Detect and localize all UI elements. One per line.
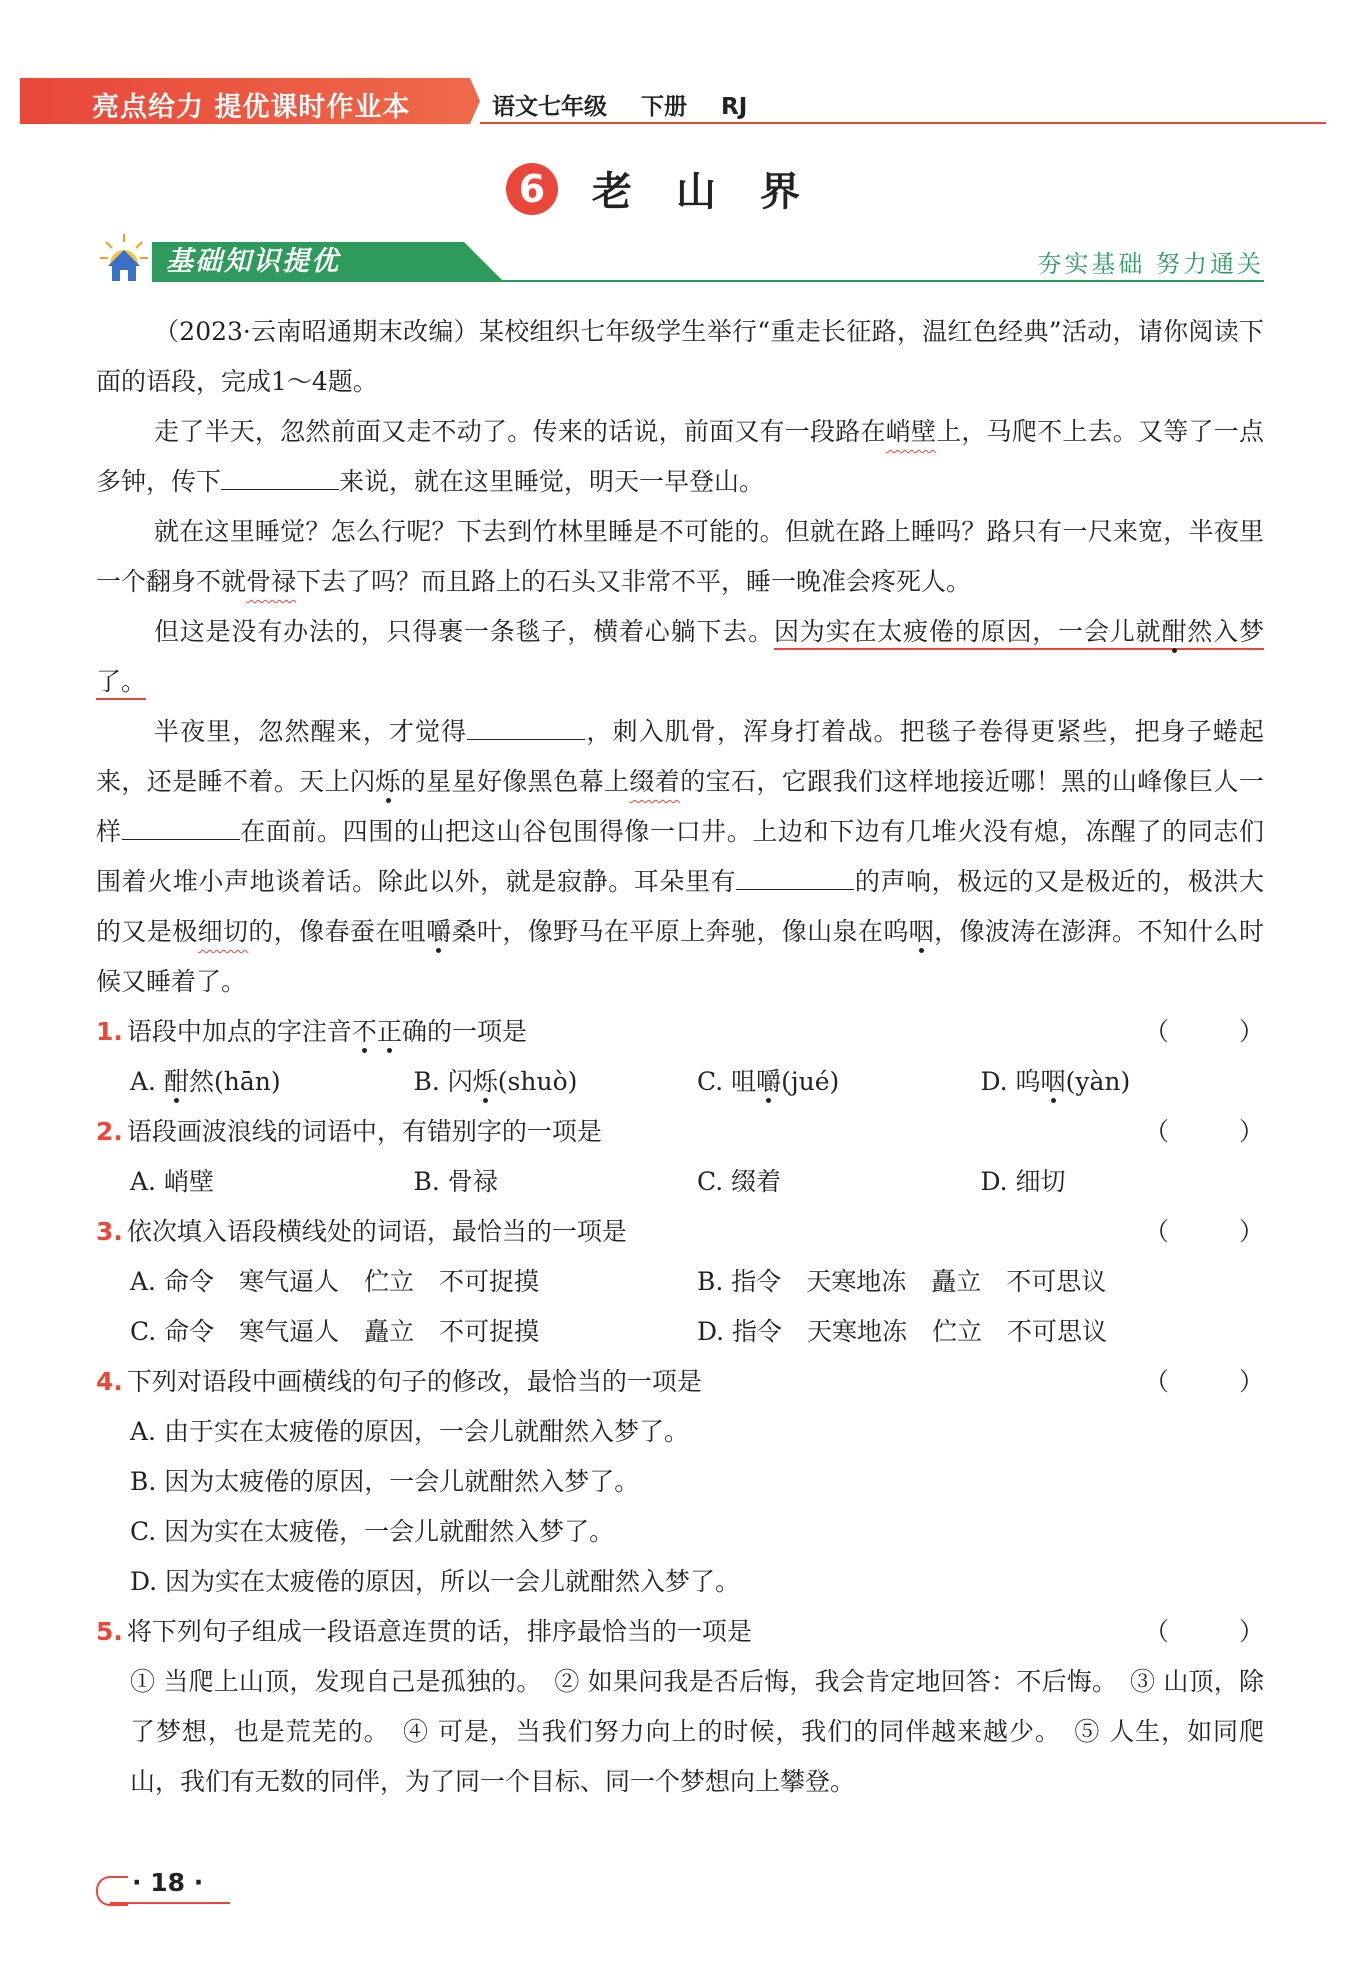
answer-parentheses[interactable]: （） (1143, 1367, 1264, 1396)
intro-paragraph: （2023·云南昭通期末改编）某校组织七年级学生举行“重走长征路，温红色经典”活动，请你阅读下面的语段，完成1～4题。 (96, 317, 1264, 396)
underlined-sentence: 因为实在太疲倦的原因，一会儿就酣然入梦了。 (96, 617, 1264, 700)
question-2-options (96, 1157, 1264, 1207)
section-banner (96, 230, 1264, 286)
fill-blank-3[interactable] (122, 815, 240, 840)
wavy-word-2: 骨禄 (246, 567, 297, 596)
header-edition: RJ (721, 94, 748, 120)
option-d[interactable]: D. 因为实在太疲倦的原因，所以一会儿就酣然入梦了。 (130, 1567, 741, 1596)
option-b[interactable]: B. 因为太疲倦的原因，一会儿就酣然入梦了。 (130, 1467, 640, 1496)
question-4: 4. 下列对语段中画横线的句子的修改，最恰当的一项是 （） (96, 1357, 1264, 1407)
exercise-content (96, 307, 1264, 1807)
question-2: 2. 语段画波浪线的词语中，有错别字的一项是 （） (96, 1107, 1264, 1157)
wavy-word-4: 细切 (197, 917, 249, 946)
section-divider (496, 280, 1264, 282)
option-d[interactable]: D. 指令 天寒地冻 伫立 不可思议 (697, 1317, 1108, 1346)
answer-parentheses[interactable]: （） (1143, 1617, 1264, 1646)
passage-paragraph-4: 半夜里，忽然醒来，才觉得 ，刺入肌骨，浑身打着战。把毯子卷得更紧些，把身子蜷起来，还是睡不着。天上闪烁的星星好像黑色幕上缀着的宝石，它跟我们这样地接近哪！黑的山峰像巨人一样 在面前。四围的山把这山谷包围得像一口井。上边和下边有几堆火没有熄，冻醒了的同志们围着火堆小声地谈着话。除此以外，就是寂静。耳朵里有 的声响，极远的又是极近的，极洪大的又是极细切的，像春蚕在咀嚼桑叶，像野马在平原上奔驰，像山泉在呜咽，像波涛在澎湃。不知什么时候又睡着了。 (96, 717, 1264, 996)
wavy-word-1: 峭壁 (885, 417, 937, 446)
option-d[interactable]: D. 细切 (980, 1167, 1066, 1196)
wavy-word-3: 缀着 (629, 767, 681, 796)
lesson-title (0, 160, 1350, 217)
option-a[interactable]: A. 峭壁 (130, 1167, 214, 1196)
answer-parentheses[interactable]: （） (1143, 1017, 1264, 1046)
option-b[interactable]: B. 指令 天寒地冻 矗立 不可思议 (697, 1267, 1107, 1296)
header-book-info (492, 88, 773, 121)
dotted-char-4: 咽 (908, 917, 935, 946)
fill-blank-2[interactable] (467, 715, 585, 740)
question-3-options-row-1 (96, 1257, 1264, 1307)
question-number: 1. (96, 1017, 123, 1046)
question-number: 3. (96, 1217, 123, 1246)
passage-paragraph-3: 但这是没有办法的，只得裹一条毯子，横着心躺下去。因为实在太疲倦的原因，一会儿就酣然入梦了。 (96, 607, 1264, 707)
header-divider (480, 122, 1326, 124)
question-number: 5. (96, 1617, 123, 1646)
option-c[interactable]: C. 因为实在太疲倦，一会儿就酣然入梦了。 (130, 1517, 615, 1546)
option-a[interactable]: A. 由于实在太疲倦的原因，一会儿就酣然入梦了。 (130, 1417, 689, 1446)
passage-paragraph-2: 就在这里睡觉？怎么行呢？下去到竹林里睡是不可能的。但就在路上睡吗？路只有一尺来宽，半夜里一个翻身不就骨禄下去了吗？而且路上的石头又非常不平，睡一晚准会疼死人。 (96, 517, 1264, 596)
section-title: 基础知识提优 (166, 246, 340, 277)
dotted-char-1: 酣 (1161, 617, 1188, 646)
lesson-number-badge: 6 (506, 163, 558, 215)
header-brand: 亮点给力 提优课时作业本 (92, 92, 411, 123)
option-a[interactable]: A. 命令 寒气逼人 伫立 不可捉摸 (130, 1267, 539, 1296)
page-footer (96, 1868, 236, 1908)
option-b[interactable]: B. 骨禄 (413, 1167, 498, 1196)
question-3: 3. 依次填入语段横线处的词语，最恰当的一项是 （） (96, 1207, 1264, 1257)
sun-house-icon (96, 232, 152, 284)
answer-parentheses[interactable]: （） (1143, 1117, 1264, 1146)
section-slogan: 夯实基础 努力通关 (1037, 250, 1264, 278)
question-number: 2. (96, 1117, 123, 1146)
question-5-sentences: ① 当爬上山顶，发现自己是孤独的。 ② 如果问我是否后悔，我会肯定地回答：不后悔。 ③ 山顶，除了梦想，也是荒芜的。 ④ 可是，当我们努力向上的时候，我们的同伴越来越少。 ⑤ 人生，如同爬山，我们有无数的同伴，为了同一个目标、同一个梦想向上攀登。 (130, 1667, 1264, 1796)
dotted-char-3: 嚼 (426, 917, 452, 946)
answer-parentheses[interactable]: （） (1143, 1217, 1264, 1246)
lesson-name: 老山界 (592, 168, 844, 215)
question-number: 4. (96, 1367, 123, 1396)
question-1: 1. 语段中加点的字注音不正确的一项是 （） (96, 1007, 1264, 1057)
fill-blank-1[interactable] (221, 465, 339, 490)
option-c[interactable]: C. 缀着 (697, 1167, 782, 1196)
option-d[interactable]: D. 呜咽(yàn) (980, 1067, 1131, 1096)
dotted-char-2: 烁 (375, 767, 401, 796)
footer-line (110, 1902, 230, 1904)
header-volume: 下册 (641, 94, 688, 120)
page-header (20, 78, 1326, 124)
question-5: 5. 将下列句子组成一段语意连贯的话，排序最恰当的一项是 （） (96, 1607, 1264, 1657)
header-subject: 语文七年级 (492, 94, 607, 120)
question-3-options-row-2 (96, 1307, 1264, 1357)
fill-blank-4[interactable] (736, 865, 854, 890)
option-c[interactable]: C. 咀嚼(jué) (697, 1067, 840, 1096)
option-c[interactable]: C. 命令 寒气逼人 矗立 不可捉摸 (130, 1317, 540, 1346)
option-a[interactable]: A. 酣然(hān) (130, 1067, 281, 1096)
page-number: · 18 · (132, 1868, 204, 1897)
passage-paragraph-1: 走了半天，忽然前面又走不动了。传来的话说，前面又有一段路在峭壁上，马爬不上去。又等了一点多钟，传下 来说，就在这里睡觉，明天一早登山。 (96, 417, 1264, 496)
option-b[interactable]: B. 闪烁(shuò) (413, 1067, 578, 1096)
question-1-options (96, 1057, 1264, 1107)
